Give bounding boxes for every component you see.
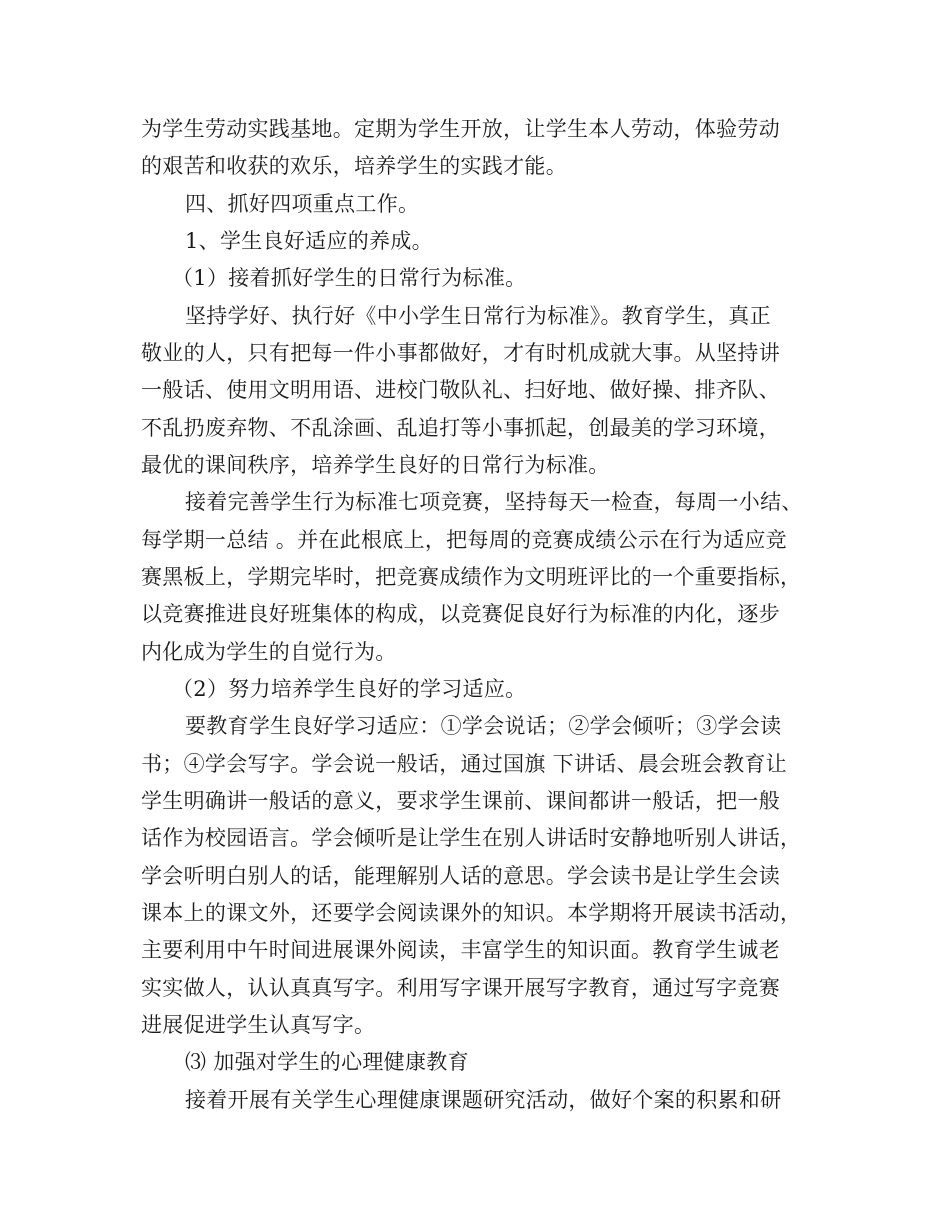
paragraph-line: 实实做人，认认真真写字。利用写字课开展写字教育，通过写字竞赛 [141,976,780,1000]
section-heading: 四、抓好四项重点工作。 [185,192,420,216]
item-heading: ⑶ 加强对学生的心理健康教育 [185,1050,469,1074]
paragraph-line: 敬业的人，只有把每一件小事都做好，才有时机成就大事。从坚持讲 [141,341,780,365]
item-heading: （1）接着抓好学生的日常行为标准。 [172,266,527,290]
paragraph-line: 坚持学好、执行好《中小学生日常行为标准》。教育学生，真正 [185,304,771,328]
paragraph-line: 的艰苦和收获的欢乐，培养学生的实践才能。 [141,154,567,178]
paragraph-line: 主要利用中午时间进展课外阅读，丰富学生的知识面。教育学生诚老 [141,938,780,962]
paragraph-line: 一般话、使用文明用语、进校门敬队礼、扫好地、做好操、排齐队、 [141,378,780,402]
paragraph-line: 每学期一总结 。并在此根底上，把每周的竞赛成绩公示在行为适应竞 [141,528,787,552]
paragraph-line: 进展促进学生认真写字。 [141,1013,376,1037]
paragraph-line: 最优的课间秩序，培养学生良好的日常行为标准。 [141,453,610,477]
subsection-heading: 1、学生良好适应的养成。 [185,229,433,253]
paragraph-line: 学生明确讲一般话的意义，要求学生课前、课间都讲一般话，把一般 [141,789,780,813]
paragraph-line: 书；④学会写字。学会说一般话，通过国旗 下讲话、晨会班会教育让 [141,752,787,776]
paragraph-line: 不乱扔废弃物、不乱涂画、乱追打等小事抓起，创最美的学习环境， [141,416,780,440]
paragraph-line: 接着开展有关学生心理健康课题研究活动，做好个案的积累和研 [185,1088,782,1112]
paragraph-line: 学会听明白别人的话，能理解别人话的意思。学会读书是让学生会读 [141,864,780,888]
paragraph-line: 要教育学生良好学习适应：①学会说话；②学会倾听；③学会读 [185,714,782,738]
paragraph-line: 以竞赛推进良好班集体的构成，以竞赛促良好行为标准的内化，逐步 [141,602,780,626]
paragraph-line: 话作为校园语言。学会倾听是让学生在别人讲话时安静地听别人讲话， [141,826,802,850]
item-heading: （2）努力培养学生良好的学习适应。 [172,677,527,701]
paragraph-line: 内化成为学生的自觉行为。 [141,640,397,664]
paragraph-line: 课本上的课文外，还要学会阅读课外的知识。本学期将开展读书活动， [141,901,802,925]
paragraph-line: 赛黑板上，学期完毕时，把竞赛成绩作为文明班评比的一个重要指标， [141,565,802,589]
paragraph-line: 为学生劳动实践基地。定期为学生开放，让学生本人劳动，体验劳动 [141,117,780,141]
paragraph-line: 接着完善学生行为标准七项竞赛，坚持每天一检查，每周一小结、 [185,490,803,514]
